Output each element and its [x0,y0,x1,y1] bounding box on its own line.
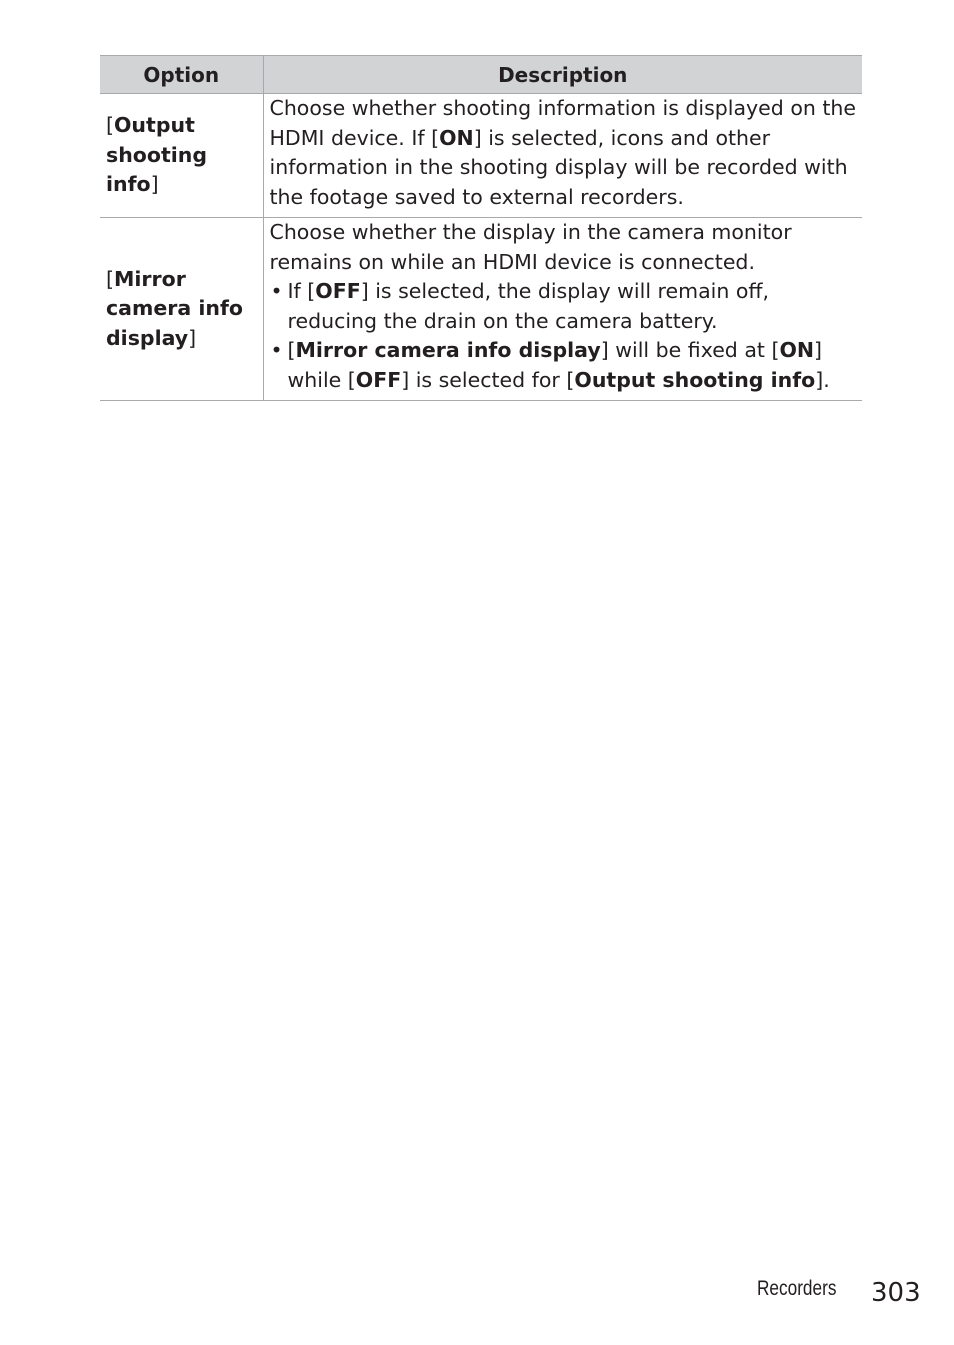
bullet-item: • [Mirror camera info display] will be fixed at [ON] while [OFF] is selected for [Output shooting info]. [270,336,863,395]
description-intro: Choose whether the display in the camera monitor remains on while an HDMI device is connected. [269,220,792,274]
header-description: Description [263,56,862,94]
option-mirror-camera-info-display: [Mirror camera info display] [100,218,263,401]
bullet-list [270,277,863,395]
table-row [100,94,862,218]
option-output-shooting-info: [Output shooting info] [100,94,263,218]
description-output-shooting-info: Choose whether shooting information is displayed on the HDMI device. If [ON] is selected, icons and other information in the shooting display will be recorded with the footage saved to external recorders. [263,94,862,218]
table-header-row [100,56,862,94]
header-option: Option [100,56,263,94]
page-number: 303 [871,1278,921,1308]
options-table [100,55,862,401]
table-row [100,218,862,401]
bullet-item: • If [OFF] is selected, the display will remain off, reducing the drain on the camera battery. [270,277,863,336]
description-mirror-camera-info-display [263,218,862,401]
footer-section-title: Recorders [757,1277,837,1300]
